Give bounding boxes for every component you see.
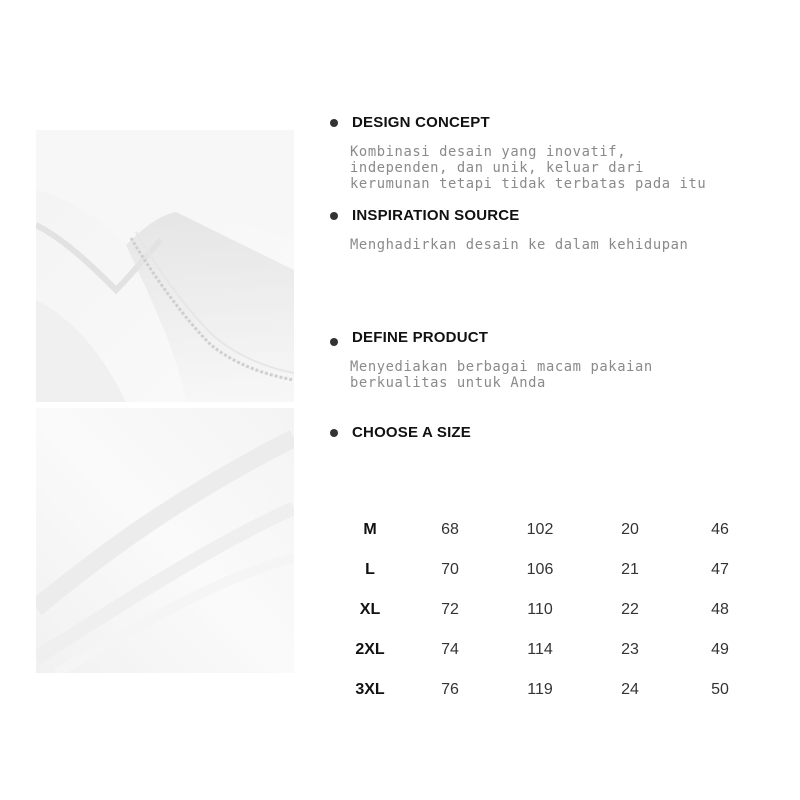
inspiration-source-section bbox=[330, 207, 790, 253]
section-description bbox=[350, 144, 790, 192]
heading-text: INSPIRATION SOURCE bbox=[352, 207, 520, 224]
table-cell: 106 bbox=[526, 561, 554, 578]
size-table bbox=[330, 510, 770, 710]
table-row bbox=[330, 670, 770, 710]
fabric-drape-illustration bbox=[36, 408, 294, 673]
table-cell: 102 bbox=[526, 521, 554, 538]
table-cell: 21 bbox=[621, 561, 639, 578]
fabric-drape-photo bbox=[36, 408, 294, 673]
table-cell: 48 bbox=[711, 601, 729, 618]
table-row bbox=[330, 630, 770, 670]
description-line: kerumunan tetapi tidak terbatas pada itu bbox=[350, 176, 707, 192]
section-heading bbox=[330, 424, 790, 441]
section-heading bbox=[330, 114, 790, 131]
table-cell: 72 bbox=[441, 601, 459, 618]
description-line: independen, dan unik, keluar dari bbox=[350, 160, 644, 176]
table-cell: 24 bbox=[621, 681, 639, 698]
bullet-dot-icon bbox=[330, 119, 338, 127]
fabric-hem-illustration bbox=[36, 130, 294, 402]
table-row bbox=[330, 510, 770, 550]
table-cell: 110 bbox=[527, 601, 553, 618]
section-description bbox=[350, 359, 790, 391]
size-label: L bbox=[365, 561, 375, 578]
section-heading bbox=[330, 328, 790, 346]
table-cell: 70 bbox=[441, 561, 459, 578]
table-cell: 50 bbox=[711, 681, 729, 698]
size-label: M bbox=[363, 521, 377, 538]
description-line: Menyediakan berbagai macam pakaian bbox=[350, 359, 653, 375]
size-label: XL bbox=[359, 601, 381, 618]
table-cell: 47 bbox=[711, 561, 729, 578]
description-line: berkualitas untuk Anda bbox=[350, 375, 546, 391]
table-cell: 68 bbox=[441, 521, 459, 538]
table-row bbox=[330, 550, 770, 590]
description-line: Kombinasi desain yang inovatif, bbox=[350, 144, 627, 160]
table-cell: 49 bbox=[711, 641, 729, 658]
heading-text: DESIGN CONCEPT bbox=[352, 114, 490, 131]
section-heading bbox=[330, 207, 790, 224]
table-cell: 46 bbox=[711, 521, 729, 538]
table-cell: 23 bbox=[621, 641, 639, 658]
size-label: 2XL bbox=[355, 641, 385, 658]
table-cell: 74 bbox=[441, 641, 459, 658]
heading-text: DEFINE PRODUCT bbox=[352, 328, 489, 346]
size-label: 3XL bbox=[355, 681, 385, 698]
bullet-dot-icon bbox=[330, 429, 338, 437]
choose-size-section bbox=[330, 424, 790, 441]
bullet-dot-icon bbox=[330, 212, 338, 220]
table-cell: 114 bbox=[527, 641, 553, 658]
table-cell: 22 bbox=[621, 601, 639, 618]
table-cell: 119 bbox=[527, 681, 553, 698]
design-concept-section bbox=[330, 114, 790, 192]
description-line: Menghadirkan desain ke dalam kehidupan bbox=[350, 237, 689, 253]
bullet-dot-icon bbox=[330, 338, 338, 346]
fabric-hem-photo bbox=[36, 130, 294, 402]
define-product-section bbox=[330, 328, 790, 391]
heading-text: CHOOSE A SIZE bbox=[352, 424, 472, 441]
table-row bbox=[330, 590, 770, 630]
table-cell: 76 bbox=[441, 681, 459, 698]
section-description bbox=[350, 237, 790, 253]
table-cell: 20 bbox=[621, 521, 639, 538]
